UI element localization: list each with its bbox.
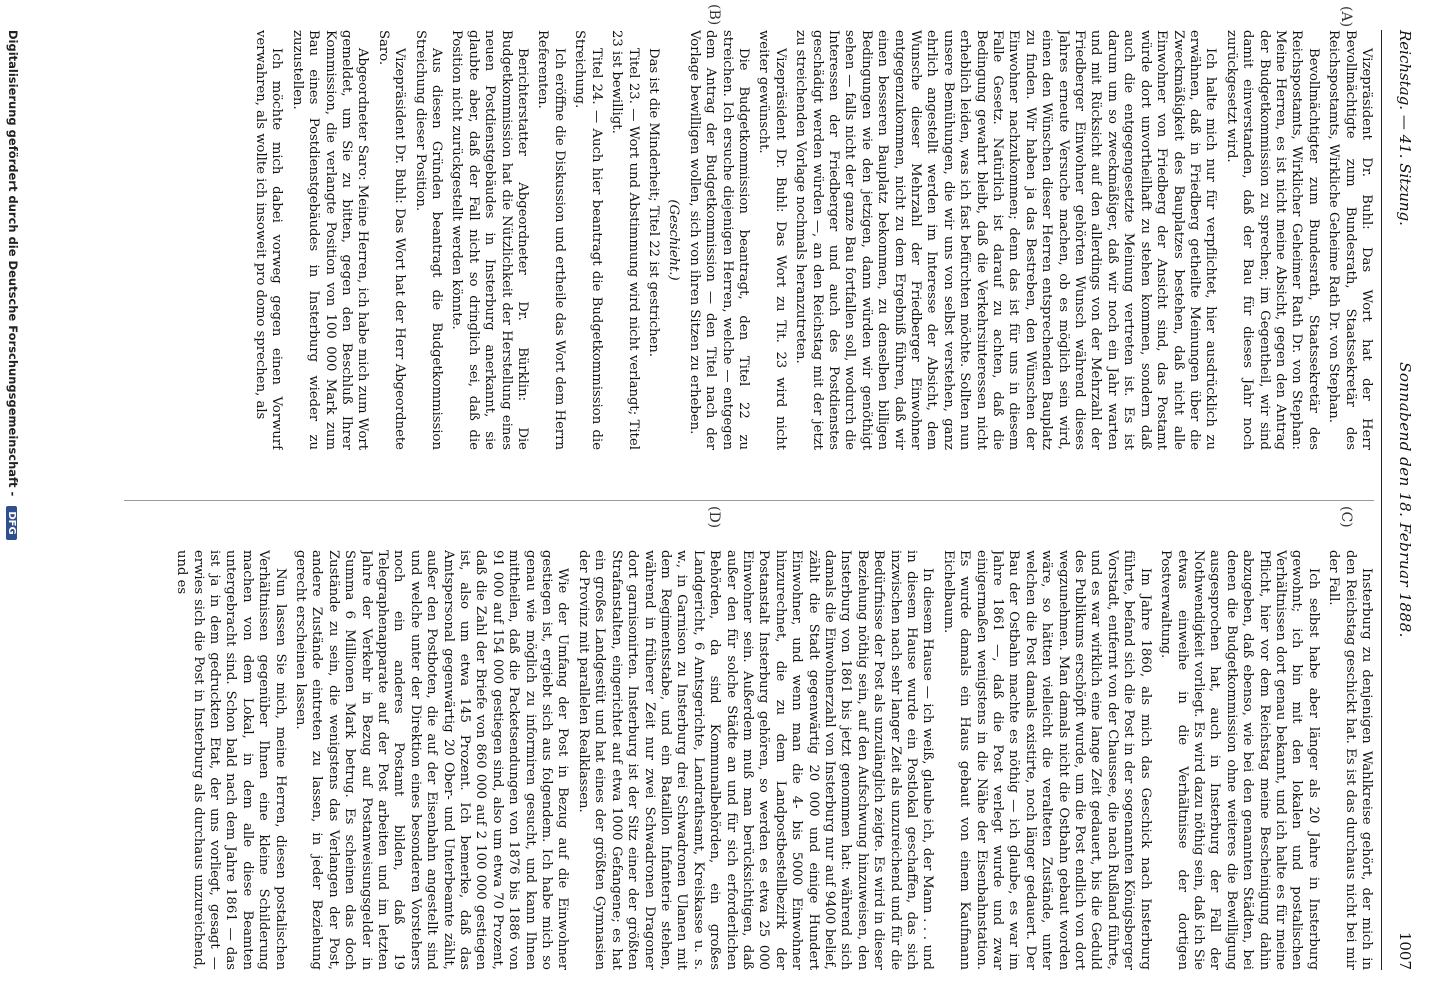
header-date: Sonnabend den 18. Februar 1888. xyxy=(1396,362,1414,638)
margin-marker-b: (B) xyxy=(706,4,722,26)
paragraph: Titel 23. — Wort und Abstimmung wird nicht verlangt; Titel 23 ist bewilligt. xyxy=(609,30,641,450)
paragraph: Bevollmächtigter zum Bundesrath, Staatssekretär des Reichspostamts, Wirklicher Geheimer Rath Dr. von Stephan: Meine Herren, es ist nicht meine Absicht, gegen den Antrag der Budgetkommission zu sprechen; im Gegentheil, wir sind damit einverstanden, daß der Bau für dieses Jahr noch zurückgesetzt wird. xyxy=(1223,30,1321,450)
paragraph: Titel 24. — Auch hier beantragt die Budgetkommission die Streichung. xyxy=(572,30,604,450)
paragraph: Im Jahre 1860, als mich das Geschick nach Insterburg führte, befand sich die Post in der sogenannten Königsberger Vorstadt, entfernt von der Chaussee, die nach Rußland führte, und es war wirklich eine lange Zeit gedauert, bis die Geduld des Publikums erschöpft wurde, um die Post endlich von dort wegzunehmen. Man damals nicht die Ostbahn gebaut worden wäre, so hätten vielleicht die veralteten Zustände, unter welchen die Post damals existirte, noch länger gedauert. Der Bau der Ostbahn machte es nöthig — ich glaube, es war im Jahre 1861 —, daß die Post verlegt wurde und zwar einigermaßen wenigstens in die Nähe der Eisenbahnstation. Es wurde damals ein Haus gebaut von einem Kaufmann Eichelbaum. xyxy=(940,550,1153,970)
paragraph: Vizepräsident Dr. Buhl: Das Wort zu Tit. 23 wird nicht weiter gewünscht. xyxy=(756,30,788,450)
header-session: Reichstag. — 41. Sitzung. xyxy=(1396,30,1414,226)
paragraph: Ich eröffne die Diskussion und ertheile das Wort dem Herrn Referenten. xyxy=(535,30,567,450)
margin-marker-c: (C) xyxy=(1338,506,1354,528)
paragraph: In diesem Hause — ich weiß, glaube ich, der Mann . . . und in diesem Hause wurde ein Postlokal geschaffen, das sich inzwischen nach sehr langer Zeit als unzureichend und für die Bedürfnisse der Post als unzulänglich zeigte. Es wird in dieser Beziehung nöthig sein, auf den Aufschwung hinzuweisen, den Insterburg von 1861 bis jetzt genommen hat: während sich damals die Einwohnerzahl von Insterburg nur auf 9400 belief, zählt die Stadt gegenwärtig 20 000 und einige Hundert Einwohner, und wenn man die 4- bis 5000 Einwohner hinzurechnet, die zu dem Landpostbestellbezirk der Postanstalt Insterburg gehören, so werden es etwa 25 000 Einwohner sein. Außerdem muß man berücksichtigen, daß außer den für solche Städte an und für sich erforderlichen Behörden, da sind Kommunalbehörden, ein großes Landgericht, 6 Amtsgerichte, Landrathsamt, Kreiskasse u. s. w., in Garnison zu Insterburg drei Schwadronen Ulanen mit dem Regimentsstabe, und ein Bataillon Infanterie stehen, während in früherer Zeit nur zwei Schwadronen Dragoner dort garnisonirten. Insterburg ist der Sitz einer der größten Strafanstalten, eingerichtet auf etwa 1000 Gefangene; es hat ein großes Landgestüt und hat eines der größten Gymnasien der Provinz mit parallelen Realklassen. xyxy=(575,550,936,970)
paragraph: Ich halte mich nur für verpflichtet, hier ausdrücklich zu erwähnen, daß in Friedberg getheilte Meinungen über die Zweckmäßigkeit des Bauplatzes bestehen, daß nicht alle Einwohner von Friedberg der Ansicht sind, das Postamt würde dort unvortheilhaft zu stehen kommen, sondern daß auch die entgegengesetzte Meinung vertreten ist. Es ist darum um so zweckmäßiger, daß wir noch ein Jahr warten und mit Rücksicht auf den allerdings von der Mehrzahl der Friedberger Einwohner gehörten Wunsch während dieses Jahres erneute Versuche machen, ob es möglich sein wird, einen den Wünschen dieser Herren entsprechenden Bauplatz zu finden. Wir haben ja das Bestreben, den Wünschen der Einwohner nachzukommen; denn das ist für uns in diesem Falle Gesetz. Natürlich ist darauf zu achten, daß die Bedingung gewahrt bleibt, daß die Verkehrsinteressen nicht erheblich leiden, was ich fast befürchten möchte. Sollten nun unsere Bemühungen, die wir uns von selbst verstehen, ganz ehrlich angestellt werden im Interesse der Absicht, dem Wunsche dieser Mehrzahl der Friedberger Einwohner entgegenzukommen, nicht zu dem Ergebniß führen, daß wir einen besseren Bauplatz bekommen, zu denselben billigen Bedingungen wie den jetzigen, dann würden wir genöthigt sehen — falls nicht der ganze Bau fortfallen soll, wodurch die Interessen der Friedberger und auch des Postdienstes geschädigt werden würden —, an den Reichstag mit der jetzt zu streichenden Vorlage nochmals heranzutreten. xyxy=(793,30,1219,450)
paragraph: Ich selbst habe aber länger als 20 Jahre in Insterburg gewohnt; ich bin mit den lokalen und postalischen Verhältnissen dort genau bekannt, und ich halte es für meine Pflicht, hier vor dem Reichstag meine Bescheinigung dahin abzugeben, daß ebenso, wie bei den genannten Städten, bei denen die Budgetkommission ohne weiteres die Bewilligung ausgesprochen hat, auch in Insterburg der Fall der Nothwendigkeit vorliegt. Es wird dazu nöthig sein, daß ich Sie etwas einweihe in die Verhältnisse der dortigen Postverwaltung. xyxy=(1158,550,1321,970)
page-header xyxy=(1384,30,1426,970)
paragraph: Berichterstatter Abgeordneter Dr. Bürklin: Die Budgetkommission hat die Nützlichkeit der Herstellung eines neuen Postdienstgebäudes in Insterburg anerkannt, sie glaubte aber, daß der Fall nicht so dringlich sei, daß die Position nicht zurückgestellt werden könnte. xyxy=(449,30,531,450)
margin-marker-a: (A) xyxy=(1338,6,1354,28)
paragraph: Wie der Umfang der Post in Bezug auf die Einwohner gestiegen ist, ergiebt sich aus folgendem. Ich habe mich so genau wie möglich zu informiren gesucht, und kann Ihnen mittheilen, daß die Packetsendungen von 1876 bis 1886 von 91 000 auf 154 000 gestiegen sind, also um etwa 70 Prozent, daß die Zahl der Briefe von 860 000 auf 2 100 000 gestiegen ist, also um etwa 145 Prozent. Ich bemerke, daß das Amtspersonal gegenwärtig 20 Ober- und Unterbeamte zählt, außer den Postboten, die auf der Eisenbahn angestellt sind und welche unter der Direktion eines besonderen Vorstehers noch ein anderes Postamt bilden, daß 19 Telegraphenapparate auf der Post arbeiten und im letzten Jahre der Verkehr in Bezug auf Postanweisungsgelder in Summa 6 Millionen Mark betrug. Es scheinen das doch Zustände zu sein, die wenigstens das Verlangen der Post, andere Zustände eintreten zu lassen, in jeder Beziehung gerecht erscheinen lassen. xyxy=(293,550,571,970)
paragraph: Nun lassen Sie mich, meine Herren, diesen postalischen Verhältnissen gegenüber Ihnen eine kleine Schilderung machen von dem Lokal, in dem alle diese Beamten untergebracht sind. Schon bald nach dem Jahre 1861 — das ist ja in dem gedruckten Etat, der uns vorliegt, gesagt — erwies sich die Post in Insterburg als durchaus unzureichend, und es xyxy=(174,550,288,970)
dfg-logo: DFG xyxy=(6,506,17,539)
paragraph: Aus diesen Gründen beantragt die Budgetkommission Streichung dieser Position. xyxy=(412,30,445,450)
paragraph: Abgeordneter Saro: Meine Herren, ich habe mich zum Wort gemeldet, um Sie zu bitten, gegen den Beschluß Ihrer Kommission, die verlangte Position von 100 000 Mark zum Bau eines Postdienstgebäudes in Insterburg wieder zu zuzustellen. xyxy=(289,30,371,450)
stage-direction: (Geschieht.) xyxy=(666,199,682,281)
page-number: 1007 xyxy=(1396,931,1414,970)
right-text-column xyxy=(124,550,1374,970)
paragraph: Vizepräsident Dr. Buhl: Das Wort hat der Herr Abgeordnete Saro. xyxy=(375,30,408,450)
margin-marker-d: (D) xyxy=(706,506,722,529)
left-text-column xyxy=(124,30,1374,450)
column-divider xyxy=(124,500,1374,501)
paragraph: Vizepräsident Dr. Buhl: Das Wort hat der Herr Bevollmächtigte zum Bundesrath, Staatssekretär des Reichspostamts, Wirkliche Geheime Rath Dr. von Stephan. xyxy=(1326,30,1374,450)
paragraph: Insterburg zu denjenigen Wahlkreise gehört, der mich in den Reichstag geschickt hat. Es ist das durchaus nicht bei mir der Fall. xyxy=(1326,550,1374,970)
paragraph: Das ist die Minderheit; Titel 22 ist gestrichen. xyxy=(645,48,661,357)
digitization-credit xyxy=(6,30,20,970)
credit-text: Digitalisierung gefördert durch die Deutsche Forschungsgemeinschaft - xyxy=(6,30,20,497)
paragraph: Die Budgetkommission beantragt, den Titel 22 zu streichen. Ich ersuche diejenigen Herren, welche — entgegen dem Antrag der Budgetkommission — den Titel nach der Vorlage bewilligen wollen, sich von ihren Sitzen zu erheben. xyxy=(686,30,751,450)
header-rule xyxy=(1381,30,1382,970)
paragraph: Ich möchte mich dabei vorweg gegen einen Vorwurf verwahren, als wollte ich insoweit pro domo sprechen, als xyxy=(253,30,285,450)
